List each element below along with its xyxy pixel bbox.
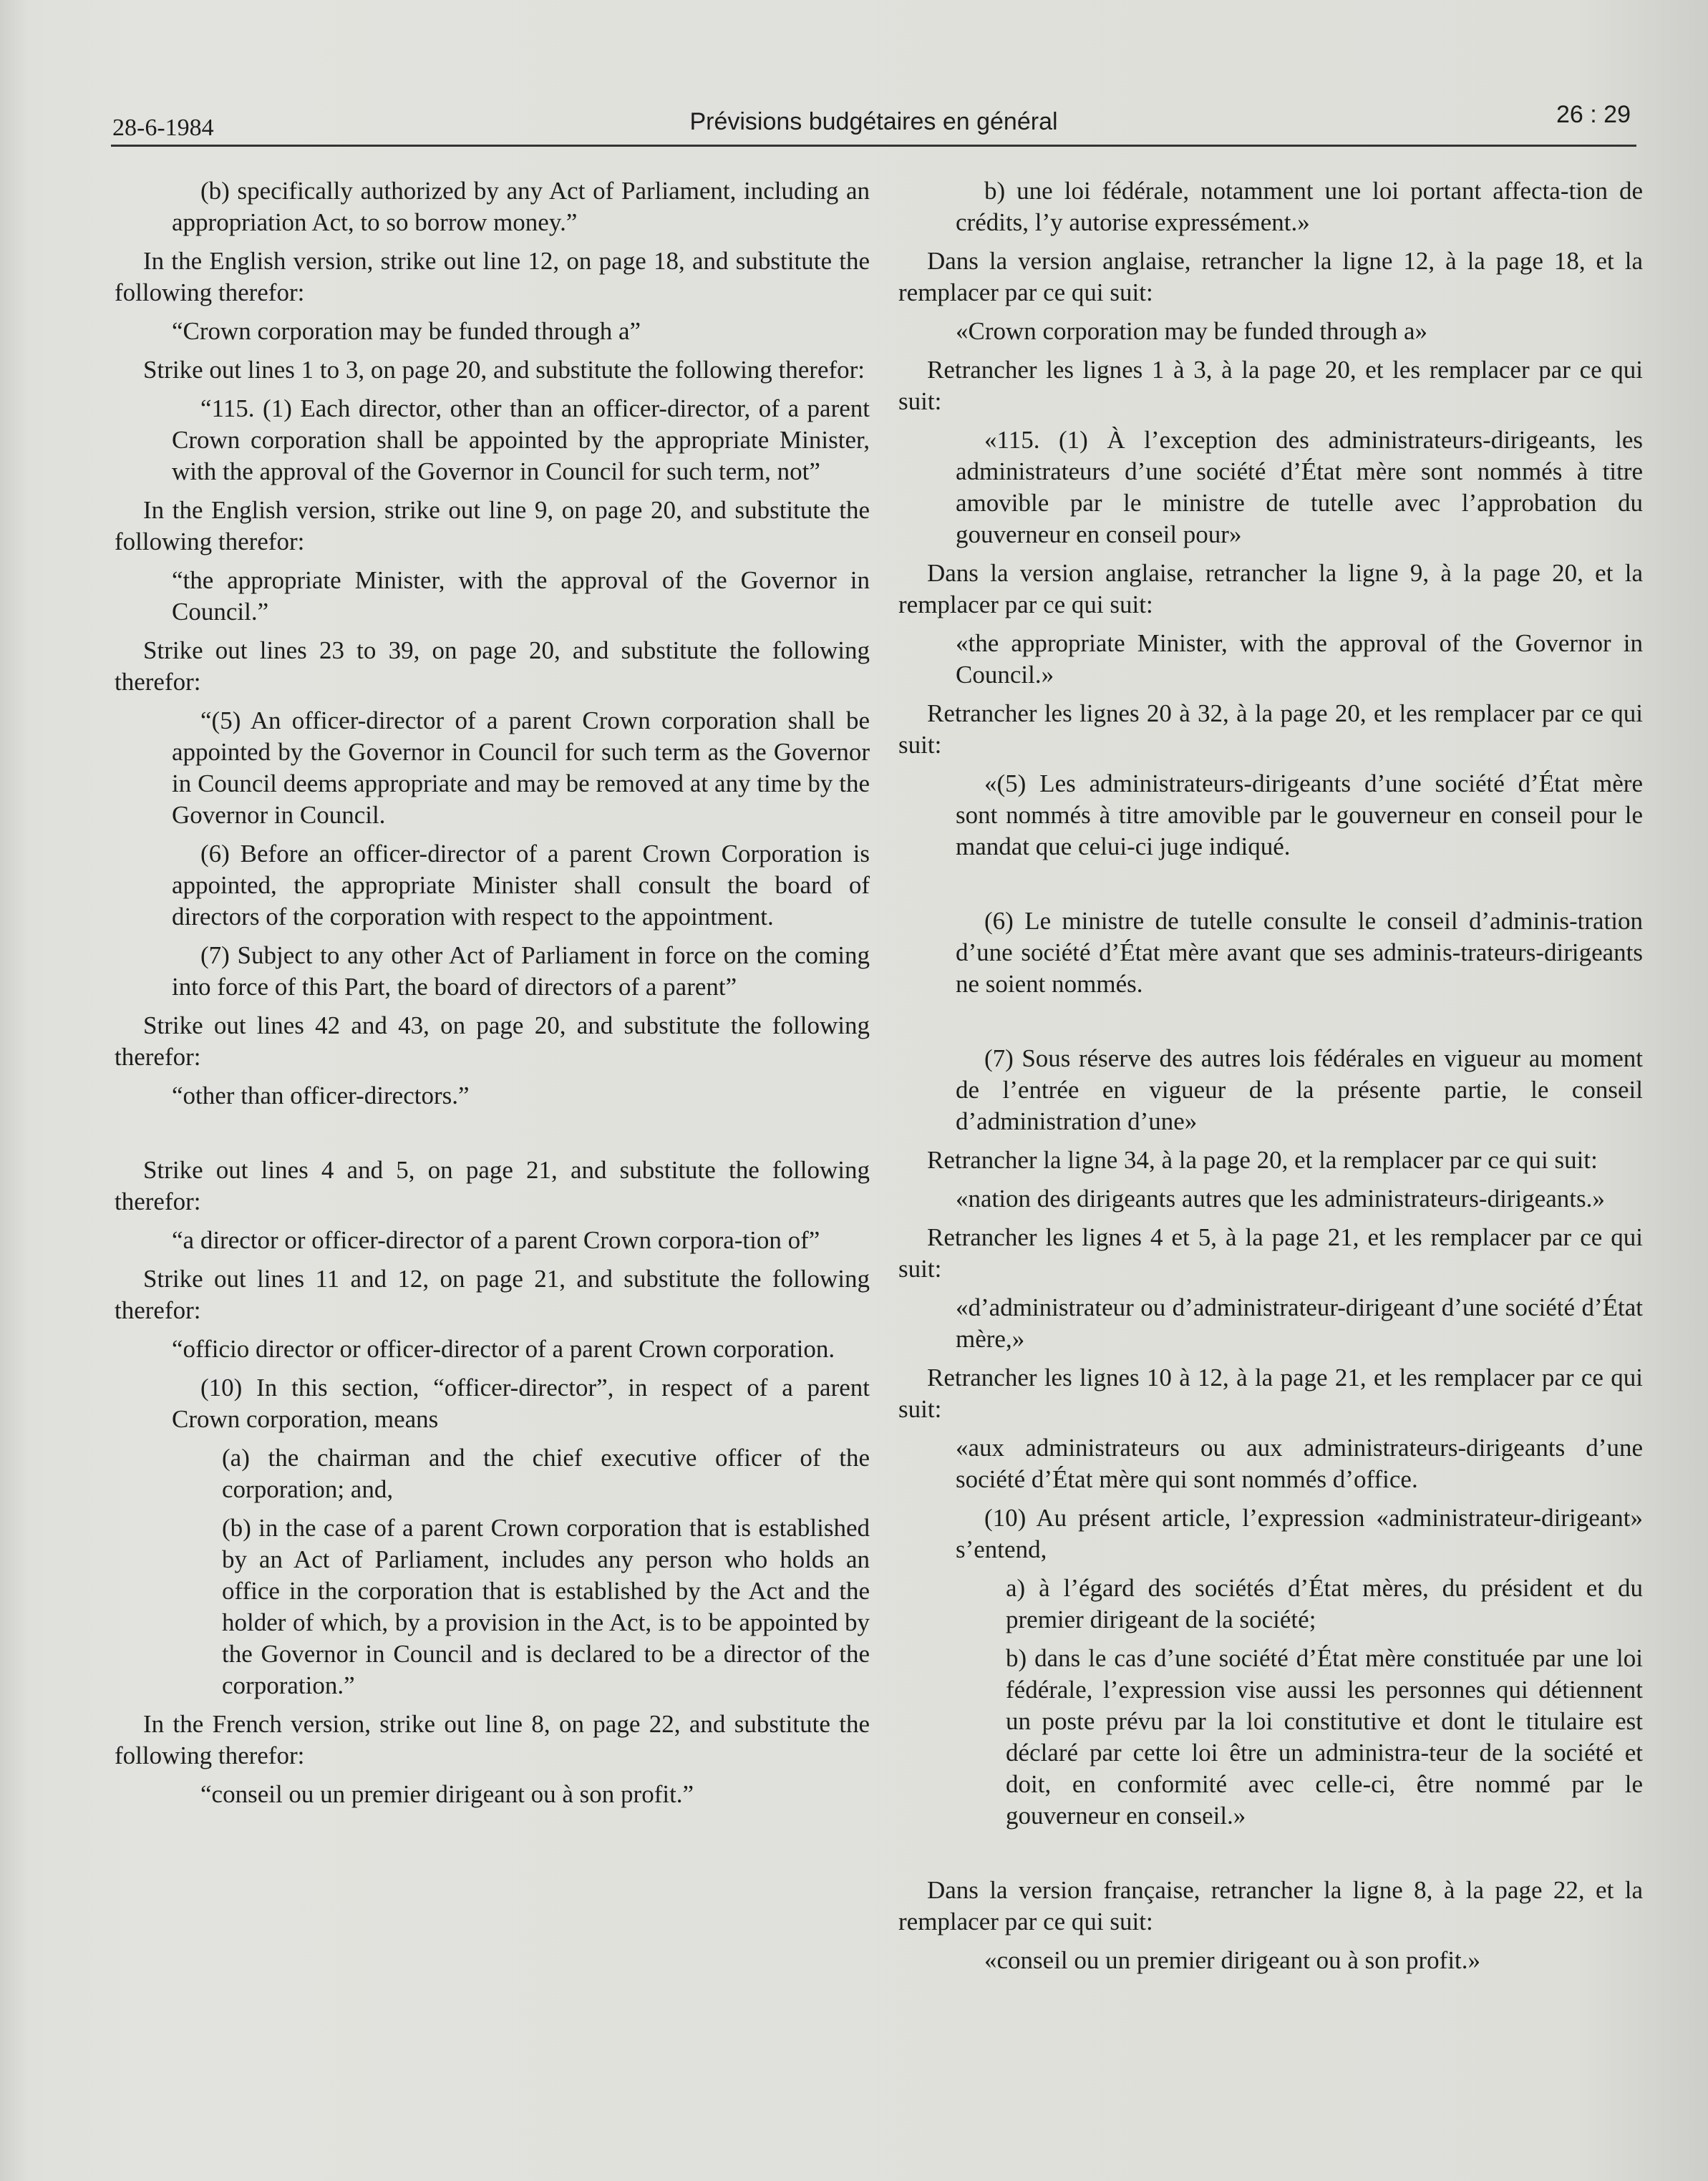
amendment-text: (6) Before an officer-director of a parent Crown Corporation is appointed, the appropriate Minister shall consult the board of directors of the corporation with respect to the appointment. bbox=[172, 840, 870, 931]
amendment-instruction: Retrancher les lignes 20 à 32, à la page 20, et les remplacer par ce qui suit: bbox=[898, 699, 1643, 759]
amendment-text: (10) Au présent article, l’expression «administrateur-dirigeant» s’entend, bbox=[956, 1504, 1643, 1563]
amendment-subclause: a) à l’égard des sociétés d’État mères, du président et du premier dirigeant de la société; bbox=[1006, 1574, 1643, 1633]
amendment-text: “the appropriate Minister, with the approval of the Governor in Council.” bbox=[172, 566, 870, 626]
amendment-instruction: Strike out lines 42 and 43, on page 20, and substitute the following therefor: bbox=[115, 1011, 870, 1071]
page-header bbox=[111, 100, 1636, 147]
amendment-instruction: Strike out lines 23 to 39, on page 20, and substitute the following therefor: bbox=[115, 636, 870, 696]
amendment-text: “other than officer-directors.” bbox=[172, 1082, 470, 1109]
amendment-text: «(5) Les administrateurs-dirigeants d’une société d’État mère sont nommés à titre amovible par le gouverneur en conseil pour le mandat que celui-ci juge indiqué. bbox=[956, 769, 1643, 860]
amendment-text: “officio director or officer-director of a parent Crown corporation. bbox=[172, 1335, 835, 1363]
amendment-text: «aux administrateurs ou aux administrateurs-dirigeants d’une société d’État mère qui sont nommés d’office. bbox=[956, 1434, 1643, 1493]
header-page-number: 26 : 29 bbox=[1556, 101, 1631, 128]
amendment-text: “115. (1) Each director, other than an officer-director, of a parent Crown corporation shall be appointed by the appropriate Minister, with the approval of the Governor in Council for such term, not” bbox=[172, 394, 870, 485]
amendment-instruction: Dans la version anglaise, retrancher la ligne 12, à la page 18, et la remplacer par ce qui suit: bbox=[898, 247, 1643, 306]
amendment-text: (7) Sous réserve des autres lois fédérales en vigueur au moment de l’entrée en vigueur de la présente partie, le conseil d’administration d’une» bbox=[956, 1044, 1643, 1135]
amendment-text: (6) Le ministre de tutelle consulte le conseil d’adminis-tration d’une société d’État mère avant que ses adminis-trateurs-dirigeants ne soient nommés. bbox=[956, 907, 1643, 998]
amendment-instruction: Dans la version française, retrancher la ligne 8, à la page 22, et la remplacer par ce qui suit: bbox=[898, 1876, 1643, 1935]
amendment-text: “a director or officer-director of a parent Crown corpora-tion of” bbox=[172, 1226, 820, 1254]
amendment-instruction: Retrancher la ligne 34, à la page 20, et la remplacer par ce qui suit: bbox=[927, 1146, 1598, 1174]
english-column bbox=[115, 175, 870, 1817]
amendment-text: (10) In this section, “officer-director”, in respect of a parent Crown corporation, means bbox=[172, 1374, 870, 1433]
amendment-instruction: In the English version, strike out line 12, on page 18, and substitute the following therefor: bbox=[115, 247, 870, 306]
amendment-text: “(5) An officer-director of a parent Crown corporation shall be appointed by the Governor in Council for such term as the Governor in Council deems appropriate and may be removed at any time by the Governor in Council. bbox=[172, 706, 870, 829]
amendment-instruction: Retrancher les lignes 10 à 12, à la page 21, et les remplacer par ce qui suit: bbox=[898, 1364, 1643, 1423]
header-title: Prévisions budgétaires en général bbox=[689, 108, 1058, 135]
amendment-text: “Crown corporation may be funded through a” bbox=[172, 317, 641, 345]
french-column bbox=[898, 175, 1643, 1983]
amendment-subclause: (a) the chairman and the chief executive officer of the corporation; and, bbox=[222, 1444, 870, 1503]
amendment-text: «conseil ou un premier dirigeant ou à son profit.» bbox=[984, 1946, 1481, 1974]
amendment-instruction: Strike out lines 1 to 3, on page 20, and substitute the following therefor: bbox=[143, 356, 865, 384]
amendment-text: «115. (1) À l’exception des administrateurs-dirigeants, les administrateurs d’une société d’État mère sont nommés à titre amovible par le ministre de tutelle avec l’approbation du gouverneur en conseil pour» bbox=[956, 426, 1643, 548]
header-date: 28-6-1984 bbox=[112, 115, 214, 141]
amendment-text: «Crown corporation may be funded through a» bbox=[956, 317, 1428, 345]
amendment-text: b) une loi fédérale, notamment une loi portant affecta-tion de crédits, l’y autorise expressément.» bbox=[956, 177, 1643, 236]
amendment-text: “conseil ou un premier dirigeant ou à son profit.” bbox=[200, 1780, 694, 1808]
amendment-instruction: Retrancher les lignes 1 à 3, à la page 20, et les remplacer par ce qui suit: bbox=[898, 356, 1643, 415]
amendment-instruction: Strike out lines 4 and 5, on page 21, and substitute the following therefor: bbox=[115, 1156, 870, 1215]
amendment-text: (b) specifically authorized by any Act of Parliament, including an appropriation Act, to so borrow money.” bbox=[172, 177, 870, 236]
amendment-text: «d’administrateur ou d’administrateur-dirigeant d’une société d’État mère,» bbox=[956, 1293, 1643, 1353]
amendment-subclause: (b) in the case of a parent Crown corporation that is established by an Act of Parliament, includes any person who holds an office in the corporation that is established by the Act and the holder of which, by a provision in the Act, is to be appointed by the Governor in Council and is declared to be a director of the corporation.” bbox=[222, 1514, 870, 1699]
amendment-subclause: b) dans le cas d’une société d’État mère constituée par une loi fédérale, l’expression vise aussi les personnes qui détiennent un poste prévu par la loi constitutive et dont le titulaire est déclaré par cette loi être un administra-teur de la société et doit, en conformité avec celle-ci, être nommé par le gouverneur en conseil.» bbox=[1006, 1644, 1643, 1830]
amendment-instruction: Strike out lines 11 and 12, on page 21, and substitute the following therefor: bbox=[115, 1265, 870, 1324]
amendment-text: (7) Subject to any other Act of Parliament in force on the coming into force of this Part, the board of directors of a parent” bbox=[172, 941, 870, 1001]
amendment-instruction: In the French version, strike out line 8, on page 22, and substitute the following therefor: bbox=[115, 1710, 870, 1769]
amendment-text: «nation des dirigeants autres que les administrateurs-dirigeants.» bbox=[956, 1185, 1605, 1213]
amendment-instruction: Dans la version anglaise, retrancher la ligne 9, à la page 20, et la remplacer par ce qui suit: bbox=[898, 559, 1643, 618]
amendment-instruction: In the English version, strike out line 9, on page 20, and substitute the following therefor: bbox=[115, 496, 870, 555]
amendment-text: «the appropriate Minister, with the approval of the Governor in Council.» bbox=[956, 629, 1643, 689]
amendment-instruction: Retrancher les lignes 4 et 5, à la page 21, et les remplacer par ce qui suit: bbox=[898, 1223, 1643, 1283]
